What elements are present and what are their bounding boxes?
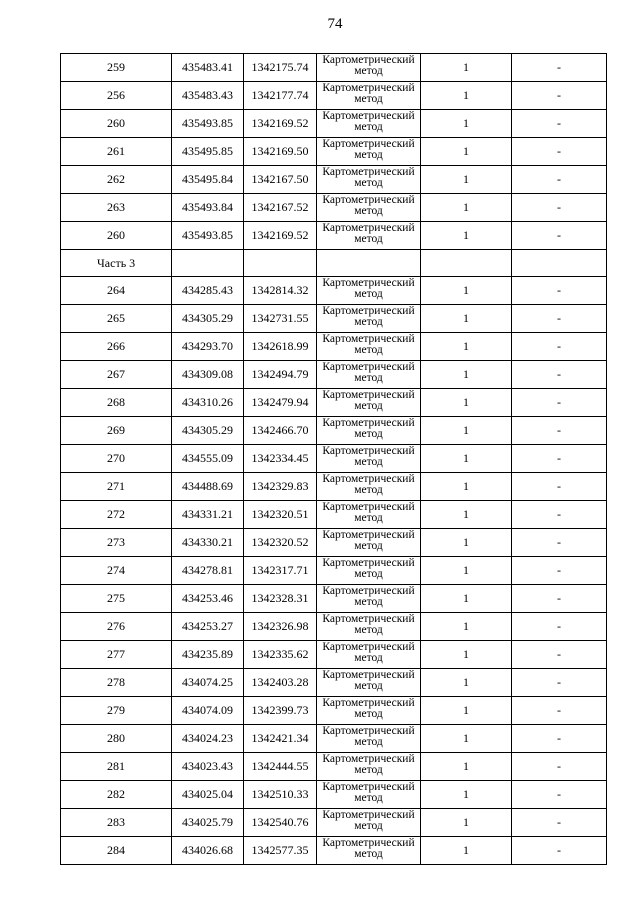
accuracy-cell: 1: [421, 417, 512, 445]
method-line-2: метод: [354, 149, 383, 161]
method-line-2: метод: [354, 484, 383, 496]
y-coordinate-cell: 1342814.32: [244, 277, 317, 305]
note-cell: -: [512, 473, 607, 501]
method-line-1: Картометрический: [322, 361, 415, 373]
note-cell: -: [512, 417, 607, 445]
x-coordinate-cell: 434305.29: [172, 417, 244, 445]
y-coordinate-cell: 1342421.34: [244, 725, 317, 753]
y-coordinate-cell: 1342444.55: [244, 753, 317, 781]
table-row: [61, 753, 607, 781]
method-line-1: Картометрический: [322, 166, 415, 178]
x-coordinate-cell: 434074.09: [172, 697, 244, 725]
method-cell: [317, 194, 421, 222]
table-row: [61, 501, 607, 529]
method-line-2: метод: [354, 708, 383, 720]
method-line-1: Картометрический: [322, 501, 415, 513]
point-number-cell: 266: [61, 333, 172, 361]
y-coordinate-cell: 1342399.73: [244, 697, 317, 725]
note-cell: -: [512, 305, 607, 333]
table-row: [61, 222, 607, 250]
method-line-2: метод: [354, 93, 383, 105]
method-cell: [317, 809, 421, 837]
x-coordinate-cell: 434278.81: [172, 557, 244, 585]
method-line-1: Картометрический: [322, 445, 415, 457]
table-row: [61, 389, 607, 417]
method-line-1: Картометрический: [322, 82, 415, 94]
accuracy-cell: 1: [421, 837, 512, 865]
note-cell: -: [512, 641, 607, 669]
method-line-2: метод: [354, 820, 383, 832]
note-cell: -: [512, 697, 607, 725]
x-coordinate-cell: 435493.84: [172, 194, 244, 222]
y-coordinate-cell: 1342403.28: [244, 669, 317, 697]
note-cell: -: [512, 585, 607, 613]
y-coordinate-cell: 1342731.55: [244, 305, 317, 333]
x-coordinate-cell: 434235.89: [172, 641, 244, 669]
y-coordinate-cell: 1342466.70: [244, 417, 317, 445]
method-line-2: метод: [354, 736, 383, 748]
method-cell: [317, 473, 421, 501]
method-cell: [317, 613, 421, 641]
table-row: [61, 445, 607, 473]
y-coordinate-cell: 1342494.79: [244, 361, 317, 389]
table-row: [61, 557, 607, 585]
x-coordinate-cell: 434330.21: [172, 529, 244, 557]
point-number-cell: 269: [61, 417, 172, 445]
page-number: 74: [327, 16, 343, 32]
note-cell: -: [512, 389, 607, 417]
method-cell: [317, 110, 421, 138]
point-number-cell: 271: [61, 473, 172, 501]
method-cell: [317, 641, 421, 669]
x-coordinate-cell: 435493.85: [172, 110, 244, 138]
table-row: [61, 82, 607, 110]
part-header-row: [61, 250, 607, 277]
method-line-1: Картометрический: [322, 837, 415, 849]
y-coordinate-cell: 1342167.52: [244, 194, 317, 222]
method-cell: [317, 445, 421, 473]
table-row: [61, 333, 607, 361]
method-line-2: метод: [354, 316, 383, 328]
x-coordinate-cell: 434026.68: [172, 837, 244, 865]
x-coordinate-cell: 435495.84: [172, 166, 244, 194]
point-number-cell: 260: [61, 222, 172, 250]
table-row: [61, 809, 607, 837]
empty-cell: [317, 250, 421, 277]
method-line-2: метод: [354, 233, 383, 245]
table-row: [61, 166, 607, 194]
method-line-2: метод: [354, 792, 383, 804]
table-row: [61, 54, 607, 82]
point-number-cell: 277: [61, 641, 172, 669]
note-cell: -: [512, 781, 607, 809]
point-number-cell: 270: [61, 445, 172, 473]
point-number-cell: 265: [61, 305, 172, 333]
accuracy-cell: 1: [421, 445, 512, 473]
note-cell: -: [512, 809, 607, 837]
method-line-1: Картометрический: [322, 613, 415, 625]
x-coordinate-cell: 434074.25: [172, 669, 244, 697]
method-line-1: Картометрический: [322, 473, 415, 485]
method-cell: [317, 669, 421, 697]
method-line-2: метод: [354, 456, 383, 468]
accuracy-cell: 1: [421, 669, 512, 697]
method-line-1: Картометрический: [322, 781, 415, 793]
point-number-cell: 264: [61, 277, 172, 305]
accuracy-cell: 1: [421, 389, 512, 417]
method-line-1: Картометрический: [322, 641, 415, 653]
method-line-1: Картометрический: [322, 417, 415, 429]
method-line-2: метод: [354, 65, 383, 77]
y-coordinate-cell: 1342479.94: [244, 389, 317, 417]
x-coordinate-cell: 435493.85: [172, 222, 244, 250]
method-cell: [317, 277, 421, 305]
method-line-2: метод: [354, 428, 383, 440]
method-cell: [317, 417, 421, 445]
accuracy-cell: 1: [421, 809, 512, 837]
part-label-cell: Часть 3: [61, 250, 172, 277]
point-number-cell: 260: [61, 110, 172, 138]
method-line-1: Картометрический: [322, 389, 415, 401]
note-cell: -: [512, 277, 607, 305]
y-coordinate-cell: 1342618.99: [244, 333, 317, 361]
empty-cell: [421, 250, 512, 277]
method-line-2: метод: [354, 680, 383, 692]
accuracy-cell: 1: [421, 529, 512, 557]
method-line-1: Картометрический: [322, 725, 415, 737]
note-cell: -: [512, 194, 607, 222]
method-line-1: Картометрический: [322, 110, 415, 122]
table-row: [61, 361, 607, 389]
note-cell: -: [512, 166, 607, 194]
method-cell: [317, 361, 421, 389]
method-line-2: метод: [354, 540, 383, 552]
table-row: [61, 305, 607, 333]
accuracy-cell: 1: [421, 277, 512, 305]
point-number-cell: 279: [61, 697, 172, 725]
accuracy-cell: 1: [421, 82, 512, 110]
y-coordinate-cell: 1342177.74: [244, 82, 317, 110]
point-number-cell: 284: [61, 837, 172, 865]
point-number-cell: 278: [61, 669, 172, 697]
point-number-cell: 263: [61, 194, 172, 222]
accuracy-cell: 1: [421, 473, 512, 501]
y-coordinate-cell: 1342320.51: [244, 501, 317, 529]
accuracy-cell: 1: [421, 753, 512, 781]
x-coordinate-cell: 434305.29: [172, 305, 244, 333]
coordinates-table-body: [61, 54, 607, 865]
point-number-cell: 283: [61, 809, 172, 837]
note-cell: -: [512, 837, 607, 865]
x-coordinate-cell: 434331.21: [172, 501, 244, 529]
method-cell: [317, 753, 421, 781]
point-number-cell: 256: [61, 82, 172, 110]
y-coordinate-cell: 1342326.98: [244, 613, 317, 641]
note-cell: -: [512, 138, 607, 166]
table-row: [61, 417, 607, 445]
x-coordinate-cell: 435483.43: [172, 82, 244, 110]
accuracy-cell: 1: [421, 166, 512, 194]
coordinates-table: [60, 53, 607, 865]
y-coordinate-cell: 1342335.62: [244, 641, 317, 669]
note-cell: -: [512, 669, 607, 697]
table-row: [61, 781, 607, 809]
y-coordinate-cell: 1342540.76: [244, 809, 317, 837]
method-cell: [317, 501, 421, 529]
method-line-1: Картометрический: [322, 697, 415, 709]
y-coordinate-cell: 1342169.50: [244, 138, 317, 166]
method-line-2: метод: [354, 568, 383, 580]
accuracy-cell: 1: [421, 557, 512, 585]
point-number-cell: 276: [61, 613, 172, 641]
x-coordinate-cell: 434310.26: [172, 389, 244, 417]
x-coordinate-cell: 435495.85: [172, 138, 244, 166]
method-cell: [317, 222, 421, 250]
method-line-2: метод: [354, 624, 383, 636]
point-number-cell: 267: [61, 361, 172, 389]
x-coordinate-cell: 434253.27: [172, 613, 244, 641]
note-cell: -: [512, 110, 607, 138]
accuracy-cell: 1: [421, 138, 512, 166]
accuracy-cell: 1: [421, 501, 512, 529]
accuracy-cell: 1: [421, 641, 512, 669]
table-row: [61, 138, 607, 166]
method-line-2: метод: [354, 121, 383, 133]
method-line-1: Картометрический: [322, 585, 415, 597]
x-coordinate-cell: 434309.08: [172, 361, 244, 389]
table-row: [61, 110, 607, 138]
note-cell: -: [512, 557, 607, 585]
x-coordinate-cell: 434293.70: [172, 333, 244, 361]
method-line-2: метод: [354, 596, 383, 608]
method-line-2: метод: [354, 848, 383, 860]
y-coordinate-cell: 1342329.83: [244, 473, 317, 501]
x-coordinate-cell: 434253.46: [172, 585, 244, 613]
note-cell: -: [512, 54, 607, 82]
method-cell: [317, 529, 421, 557]
method-line-1: Картометрический: [322, 333, 415, 345]
accuracy-cell: 1: [421, 110, 512, 138]
point-number-cell: 259: [61, 54, 172, 82]
y-coordinate-cell: 1342510.33: [244, 781, 317, 809]
note-cell: -: [512, 529, 607, 557]
table-row: [61, 194, 607, 222]
accuracy-cell: 1: [421, 194, 512, 222]
method-line-2: метод: [354, 288, 383, 300]
empty-cell: [172, 250, 244, 277]
accuracy-cell: 1: [421, 305, 512, 333]
method-cell: [317, 166, 421, 194]
point-number-cell: 268: [61, 389, 172, 417]
table-row: [61, 697, 607, 725]
note-cell: -: [512, 725, 607, 753]
method-cell: [317, 333, 421, 361]
y-coordinate-cell: 1342320.52: [244, 529, 317, 557]
table-row: [61, 529, 607, 557]
point-number-cell: 262: [61, 166, 172, 194]
method-line-1: Картометрический: [322, 305, 415, 317]
accuracy-cell: 1: [421, 613, 512, 641]
y-coordinate-cell: 1342175.74: [244, 54, 317, 82]
method-line-2: метод: [354, 372, 383, 384]
method-line-1: Картометрический: [322, 54, 415, 66]
x-coordinate-cell: 434285.43: [172, 277, 244, 305]
method-cell: [317, 138, 421, 166]
method-cell: [317, 82, 421, 110]
method-line-2: метод: [354, 512, 383, 524]
empty-cell: [244, 250, 317, 277]
method-line-1: Картометрический: [322, 222, 415, 234]
y-coordinate-cell: 1342328.31: [244, 585, 317, 613]
table-row: [61, 585, 607, 613]
note-cell: -: [512, 613, 607, 641]
point-number-cell: 275: [61, 585, 172, 613]
method-line-1: Картометрический: [322, 138, 415, 150]
method-line-2: метод: [354, 344, 383, 356]
note-cell: -: [512, 501, 607, 529]
accuracy-cell: 1: [421, 361, 512, 389]
point-number-cell: 281: [61, 753, 172, 781]
method-cell: [317, 305, 421, 333]
accuracy-cell: 1: [421, 781, 512, 809]
method-cell: [317, 585, 421, 613]
point-number-cell: 274: [61, 557, 172, 585]
x-coordinate-cell: 435483.41: [172, 54, 244, 82]
table-row: [61, 641, 607, 669]
table-row: [61, 277, 607, 305]
note-cell: -: [512, 753, 607, 781]
accuracy-cell: 1: [421, 585, 512, 613]
accuracy-cell: 1: [421, 54, 512, 82]
method-cell: [317, 54, 421, 82]
method-line-2: метод: [354, 205, 383, 217]
method-line-2: метод: [354, 400, 383, 412]
y-coordinate-cell: 1342577.35: [244, 837, 317, 865]
method-cell: [317, 697, 421, 725]
point-number-cell: 261: [61, 138, 172, 166]
method-cell: [317, 389, 421, 417]
method-line-2: метод: [354, 177, 383, 189]
x-coordinate-cell: 434023.43: [172, 753, 244, 781]
note-cell: -: [512, 222, 607, 250]
x-coordinate-cell: 434555.09: [172, 445, 244, 473]
empty-cell: [512, 250, 607, 277]
x-coordinate-cell: 434025.79: [172, 809, 244, 837]
note-cell: -: [512, 82, 607, 110]
accuracy-cell: 1: [421, 697, 512, 725]
note-cell: -: [512, 361, 607, 389]
method-line-1: Картометрический: [322, 669, 415, 681]
note-cell: -: [512, 445, 607, 473]
y-coordinate-cell: 1342317.71: [244, 557, 317, 585]
method-line-1: Картометрический: [322, 529, 415, 541]
y-coordinate-cell: 1342334.45: [244, 445, 317, 473]
point-number-cell: 273: [61, 529, 172, 557]
method-line-1: Картометрический: [322, 277, 415, 289]
accuracy-cell: 1: [421, 222, 512, 250]
x-coordinate-cell: 434024.23: [172, 725, 244, 753]
method-cell: [317, 837, 421, 865]
y-coordinate-cell: 1342167.50: [244, 166, 317, 194]
method-line-1: Картометрический: [322, 557, 415, 569]
y-coordinate-cell: 1342169.52: [244, 110, 317, 138]
point-number-cell: 282: [61, 781, 172, 809]
method-line-2: метод: [354, 652, 383, 664]
method-line-1: Картометрический: [322, 809, 415, 821]
accuracy-cell: 1: [421, 725, 512, 753]
x-coordinate-cell: 434025.04: [172, 781, 244, 809]
accuracy-cell: 1: [421, 333, 512, 361]
table-row: [61, 613, 607, 641]
table-row: [61, 669, 607, 697]
method-cell: [317, 725, 421, 753]
point-number-cell: 280: [61, 725, 172, 753]
table-row: [61, 473, 607, 501]
table-row: [61, 725, 607, 753]
point-number-cell: 272: [61, 501, 172, 529]
method-line-2: метод: [354, 764, 383, 776]
note-cell: -: [512, 333, 607, 361]
method-line-1: Картометрический: [322, 753, 415, 765]
y-coordinate-cell: 1342169.52: [244, 222, 317, 250]
table-row: [61, 837, 607, 865]
method-cell: [317, 781, 421, 809]
x-coordinate-cell: 434488.69: [172, 473, 244, 501]
method-line-1: Картометрический: [322, 194, 415, 206]
method-cell: [317, 557, 421, 585]
